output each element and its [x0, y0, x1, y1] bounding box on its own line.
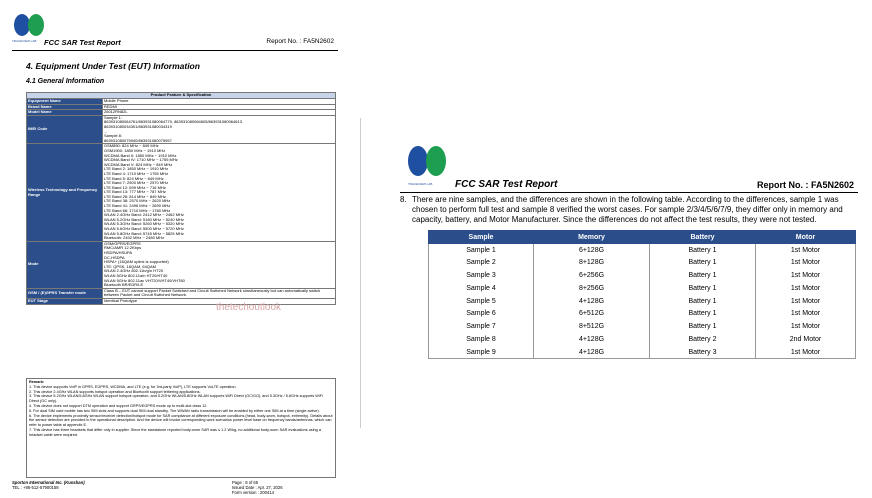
spec-value: 26012RN82L — [103, 110, 336, 116]
cell-sample: Sample 2 — [429, 256, 534, 269]
footer-company-block — [12, 480, 85, 490]
cell-motor: 1st Motor — [756, 346, 856, 359]
spec-row — [27, 115, 336, 144]
col-header-motor: Motor — [756, 231, 856, 244]
spec-row — [27, 144, 336, 241]
table-row — [429, 256, 856, 269]
cell-motor: 1st Motor — [756, 307, 856, 320]
remark-item: 6. The device implements proximity sensor/receiver detection/hotspot mode for SAR compliance at different exposure conditions (head, body-worn, hotspot, extremity). Details about the sensor detection are provided in the operational description. And the device will invoke corresponding work scenarios power level base on frequency bands/antennas, which can refer to power table at appendix E. — [29, 413, 333, 428]
table-row — [429, 307, 856, 320]
cell-motor: 1st Motor — [756, 269, 856, 282]
spec-label: EUT Stage — [27, 298, 103, 304]
cell-battery: Battery 1 — [650, 320, 756, 333]
spec-value: Sample 1: 863931080064761/863931080064779, 863931080064605/863931080064613 863931080034301/863931080034319 ... Sample 8: 863931080075940/863931080075957 — [103, 115, 336, 144]
cell-battery: Battery 1 — [650, 269, 756, 282]
cell-memory: 6+128G — [534, 244, 650, 257]
cell-memory: 6+512G — [534, 307, 650, 320]
remark-title: Remark: — [29, 380, 45, 384]
cell-motor: 1st Motor — [756, 320, 856, 333]
table-row — [429, 282, 856, 295]
footer-form: Form version : 200414 — [232, 490, 274, 496]
spec-row — [27, 288, 336, 298]
cell-sample: Sample 9 — [429, 346, 534, 359]
spec-value: Identical Prototype — [103, 298, 336, 304]
spec-value: GSM/GPRS/EGPRS RMC/AMR 12.2Kbps HSDPA/HSUPA DC-HSDPA HSPA+ (16QAM uplink is supported) LTE: QPSK, 16QAM, 64QAM WLAN 2.4GHz 802.11b/g/n HT20 WLAN 5GHz 802.11a/n HT20/HT40 WLAN 5GHz 802.11ac VHT20/VHT40/VHT80 Bluetooth BR/EDR/LE — [103, 241, 336, 288]
footer-company: Sporton International Inc. (Kunshan) — [12, 480, 85, 485]
cell-sample: Sample 3 — [429, 269, 534, 282]
cell-sample: Sample 6 — [429, 307, 534, 320]
footer-issued: Issued Date : Apr. 27, 2026 — [232, 485, 283, 491]
remark-item: 5. For dual SIM card mobile has two SIM slots and supports dual SIM dual standby. The WWAN radio transmission will be enabled by either one SIM at a time (single active). — [29, 408, 320, 413]
cell-battery: Battery 1 — [650, 307, 756, 320]
company-logo-icon — [406, 146, 446, 186]
cell-motor: 1st Motor — [756, 295, 856, 308]
report-title: FCC SAR Test Report — [44, 38, 121, 47]
cell-battery: Battery 3 — [650, 346, 756, 359]
report-title: FCC SAR Test Report — [455, 179, 558, 190]
remark-item: 2. This device 2.4GHz WLAN supports hotspot operation and Bluetooth support tethering applications. — [29, 389, 201, 394]
footer-page: Page : 8 of 65 — [232, 480, 259, 485]
table-row — [429, 346, 856, 359]
cell-memory: 4+128G — [534, 333, 650, 346]
cell-motor: 1st Motor — [756, 256, 856, 269]
paragraph-text: There are nine samples, and the differences are shown in the following table. According to the differences, sample 1 was chosen to perform full test and sample 8 verified the worst cases. For sample 2/3/4/5/6/7/9, they differ only in memory and capacity, battery, and Motor Manufacturer. Since the differences do not affect the test results, they were not tested. — [412, 195, 843, 224]
cell-sample: Sample 1 — [429, 244, 534, 257]
cell-battery: Battery 1 — [650, 244, 756, 257]
spec-label: GSM / (E)GPRS Transfer mode — [27, 288, 103, 298]
cell-memory: 4+128G — [534, 346, 650, 359]
spec-value: REDMI — [103, 104, 336, 110]
remark-item: 4. This device does not support DTM operation and support GRPS/EGPRS mode up to multi-slot class 12. — [29, 403, 208, 408]
remark-box — [26, 378, 336, 478]
right-report-page — [360, 118, 872, 428]
table-row — [429, 244, 856, 257]
logo-text: TRACEVIEW LAB — [12, 39, 37, 43]
cell-battery: Battery 1 — [650, 256, 756, 269]
sample-note-paragraph — [400, 195, 858, 225]
cell-sample: Sample 8 — [429, 333, 534, 346]
paragraph-number: 8. — [400, 195, 407, 204]
cell-sample: Sample 5 — [429, 295, 534, 308]
spec-label: Wireless Technology and Frequency Range — [27, 144, 103, 241]
spec-label: Model Name — [27, 110, 103, 116]
remark-item: 1. This device supports VoIP in GPRS, EGPRS, WCDMA, and LTE (e.g. for 3rd-party VoIP), LTE supports VoLTE operation. — [29, 384, 237, 389]
cell-memory: 6+256G — [534, 269, 650, 282]
col-header-memory: Memory — [534, 231, 650, 244]
table-row — [429, 333, 856, 346]
cell-battery: Battery 2 — [650, 333, 756, 346]
section-title: 4. Equipment Under Test (EUT) Information — [26, 61, 200, 71]
page-edge — [360, 118, 361, 428]
header-divider — [12, 50, 338, 51]
product-spec-table — [26, 92, 336, 305]
report-number: Report No. : FA5N2602 — [266, 38, 334, 45]
cell-sample: Sample 7 — [429, 320, 534, 333]
footer-tel: TEL : +86-512-57900158 — [12, 485, 59, 491]
cell-memory: 8+128G — [534, 256, 650, 269]
table-row — [429, 295, 856, 308]
spec-label: Equipment Name — [27, 99, 103, 105]
cell-motor: 1st Motor — [756, 282, 856, 295]
logo-text: TRACEVIEW LAB — [408, 182, 433, 186]
spec-table-header: Product Feature & Specification — [27, 93, 336, 99]
cell-motor: 2nd Motor — [756, 333, 856, 346]
spec-label: Brand Name — [27, 104, 103, 110]
spec-value: GSM850: 824 MHz ~ 849 MHz GSM1900: 1850 MHz ~ 1910 MHz WCDMA Band II: 1850 MHz ~ 1910 MHz WCDMA Band IV: 1710 MHz ~ 1755 MHz WCDMA Band V: 824 MHz ~ 849 MHz LTE Band 2: 1850 MHz ~ 1910 MHz LTE Band 4: 1710 MHz ~ 1755 MHz LTE Band 5: 824 MHz ~ 849 MHz LTE Band 7: 2500 MHz ~ 2570 MHz LTE Band 12: 699 MHz ~ 716 MHz LTE Band 13: 777 MHz ~ 787 MHz LTE Band 26: 814 MHz ~ 849 MHz LTE Band 38: 2570 MHz ~ 2620 MHz LTE Band 41: 2496 MHz ~ 2690 MHz LTE Band 66: 1710 MHz ~ 1780 MHz WLAN 2.4GHz Band: 2412 MHz ~ 2462 MHz WLAN 5.2GHz Band: 5180 MHz ~ 5240 MHz WLAN 5.3GHz Band: 5260 MHz ~ 5320 MHz WLAN 5.6GHz Band: 5500 MHz ~ 5720 MHz WLAN 5.8GHz Band: 5745 MHz ~ 5825 MHz Bluetooth: 2402 MHz ~ 2480 MHz — [103, 144, 336, 241]
watermark: thetechoutlook — [216, 302, 282, 313]
cell-memory: 8+512G — [534, 320, 650, 333]
table-header-row — [429, 231, 856, 244]
table-row — [429, 269, 856, 282]
remark-item: 7. This device has three headsets that differ only in supplier. Since the standalone reported body-worn SAR was ≤ 1.2 W/kg, no additional body-worn SAR evaluations using a headset cable were required. — [29, 427, 321, 437]
table-row — [429, 320, 856, 333]
spec-label: Mode — [27, 241, 103, 288]
col-header-battery: Battery — [650, 231, 756, 244]
spec-label: IMEI Code — [27, 115, 103, 144]
cell-memory: 8+256G — [534, 282, 650, 295]
cell-sample: Sample 4 — [429, 282, 534, 295]
cell-battery: Battery 1 — [650, 295, 756, 308]
left-report-page — [8, 6, 338, 494]
col-header-sample: Sample — [429, 231, 534, 244]
spec-row — [27, 241, 336, 288]
sample-differences-table — [428, 230, 856, 359]
remark-item: 3. This device 5.2GHz WLAN/5.8GHz WLAN support hotspot operation, and 5.2GHz WLAN/5.8GHz WLAN supports WiFi Direct (GC/GO), and 5.3GHz / 5.6GHz supports WiFi Direct (GC only). — [29, 394, 323, 404]
footer-page-block — [232, 480, 283, 496]
cell-battery: Battery 1 — [650, 282, 756, 295]
spec-row — [27, 298, 336, 304]
subsection-title: 4.1 General Information — [26, 78, 105, 85]
cell-motor: 1st Motor — [756, 244, 856, 257]
cell-memory: 4+128G — [534, 295, 650, 308]
report-number: Report No. : FA5N2602 — [757, 180, 855, 190]
spec-value: Class B – EUT cannot support Packet Switched and Circuit Switched Network simultaneously but can automatically switch between Packet and Circuit Switched Network. — [103, 288, 336, 298]
header-divider — [400, 192, 858, 193]
spec-value: Mobile Phone — [103, 99, 336, 105]
